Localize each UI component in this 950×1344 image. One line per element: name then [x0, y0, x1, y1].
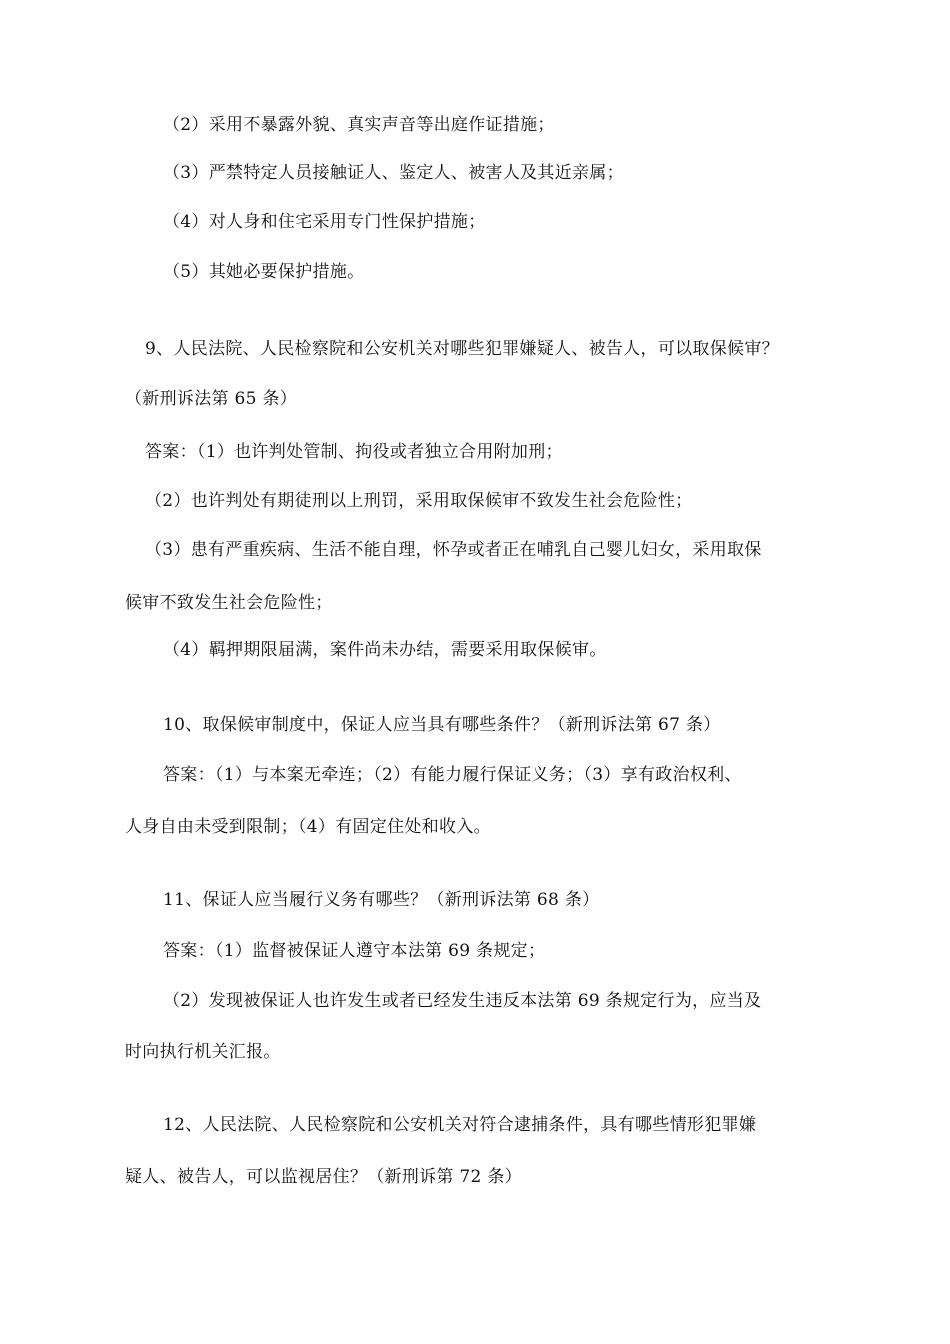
measure-item-4: （4）对人身和住宅采用专门性保护措施； [163, 212, 486, 232]
measure-item-2: （2）采用不暴露外貌、真实声音等出庭作证措施； [163, 115, 555, 135]
answer-9-item-1: 答案：（1）也许判处管制、拘役或者独立合用附加刑； [145, 442, 563, 462]
measure-item-5: （5）其她必要保护措施。 [163, 262, 365, 282]
answer-11-item-2-cont: 时向执行机关汇报。 [125, 1042, 281, 1062]
question-12-cont: 疑人、被告人，可以监视居住？（新刑诉第 72 条） [125, 1167, 522, 1187]
answer-9-item-4: （4）羁押期限届满，案件尚未办结，需要采用取保候审。 [163, 640, 607, 660]
measure-item-3: （3）严禁特定人员接触证人、鉴定人、被害人及其近亲属； [163, 163, 624, 183]
answer-11-item-2: （2）发现被保证人也许发生或者已经发生违反本法第 69 条规定行为，应当及 [163, 991, 762, 1011]
question-10: 10、取保候审制度中，保证人应当具有哪些条件？（新刑诉法第 67 条） [163, 715, 721, 735]
question-9-reference: （新刑诉法第 65 条） [125, 389, 298, 409]
answer-9-item-3-cont: 候审不致发生社会危险性； [125, 593, 333, 613]
answer-10-cont: 人身自由未受到限制；（4）有固定住处和收入。 [125, 817, 491, 837]
answer-9-item-3: （3）患有严重疾病、生活不能自理，怀孕或者正在哺乳自己婴儿妇女，采用取保 [145, 540, 762, 560]
question-11: 11、保证人应当履行义务有哪些？（新刑诉法第 68 条） [163, 890, 600, 910]
answer-11-item-1: 答案：（1）监督被保证人遵守本法第 69 条规定； [163, 941, 546, 961]
question-12: 12、人民法院、人民检察院和公安机关对符合逮捕条件，具有哪些情形犯罪嫌 [163, 1115, 757, 1135]
answer-9-item-2: （2）也许判处有期徒刑以上刑罚，采用取保候审不致发生社会危险性； [145, 491, 693, 511]
answer-10: 答案：（1）与本案无牵连；（2）有能力履行保证义务；（3）享有政治权利、 [163, 765, 742, 785]
question-9: 9、人民法院、人民检察院和公安机关对哪些犯罪嫌疑人、被告人，可以取保候审？ [145, 339, 779, 359]
